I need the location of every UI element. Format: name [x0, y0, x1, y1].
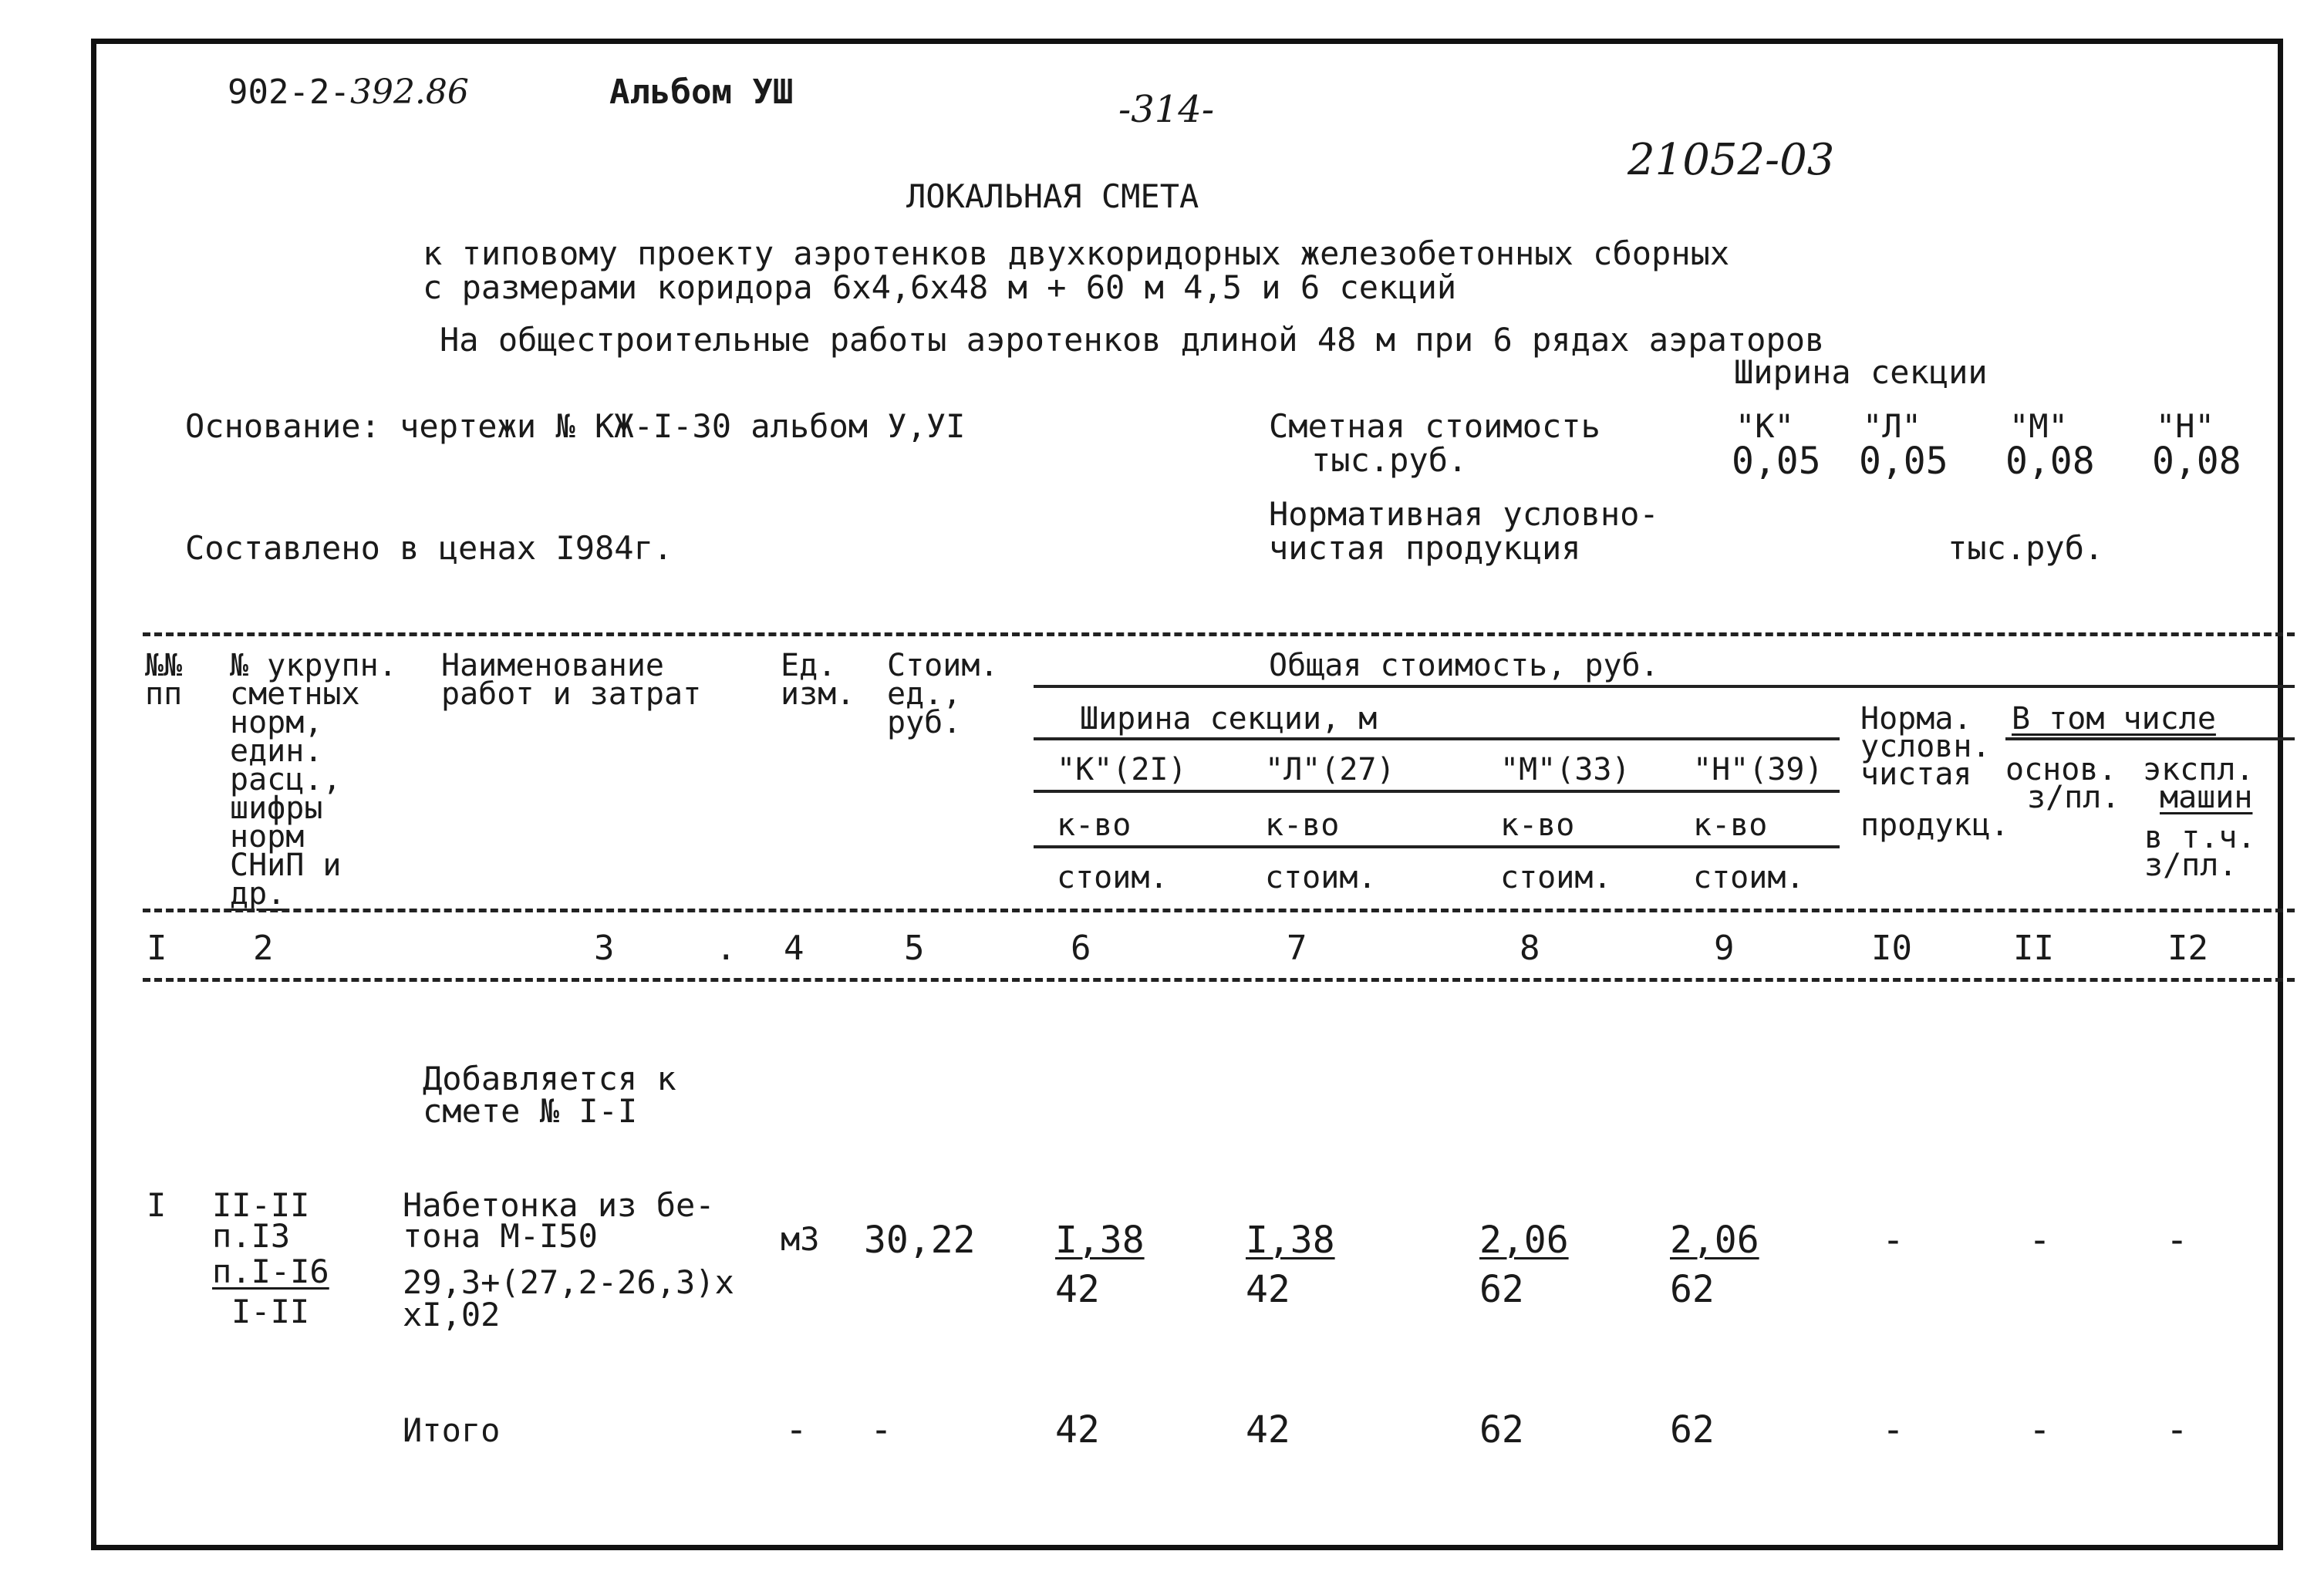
col-l-header: "Л"(27): [1265, 752, 1395, 787]
col10-line2: условн.: [1860, 729, 1991, 764]
col2-line1: № укрупн.: [230, 648, 397, 683]
total-n: 62: [1670, 1408, 1715, 1452]
colnum-6: 6: [1071, 929, 1091, 968]
col3-line1: Наименование: [441, 648, 664, 683]
col4-line2: изм.: [781, 676, 855, 712]
col-m-cost: стоим.: [1500, 860, 1612, 895]
col12-sub1: в т.ч.: [2144, 820, 2256, 855]
handwritten-code: 392.86: [349, 72, 469, 112]
colnum-3: 3: [594, 929, 615, 968]
colnum-8: 8: [1520, 929, 1540, 968]
title-line-3: На общестроительные работы аэротенков длиной 48 м при 6 рядах аэраторов: [440, 321, 1825, 359]
row-k-cost: 42: [1055, 1268, 1100, 1311]
album-label: Альбом УШ: [609, 72, 794, 112]
row-l-cost: 42: [1246, 1268, 1290, 1311]
norm-label-1: Нормативная условно-: [1269, 495, 1659, 533]
numbers-bottom-rule: [143, 978, 2295, 982]
colnum-2: 2: [253, 929, 274, 968]
total-cost-header: Общая стоимость, руб.: [1269, 648, 1659, 683]
colnum-1: I: [147, 929, 167, 968]
total-l: 42: [1246, 1408, 1290, 1452]
section-l-name: "Л": [1863, 407, 1921, 445]
row-name-1: Набетонка из бе-: [403, 1186, 715, 1224]
row-calc-2: хI,02: [403, 1296, 501, 1334]
col-l-cost: стоим.: [1265, 860, 1377, 895]
including-rule: [2005, 737, 2295, 740]
added-line-2: смете № I-I: [423, 1092, 638, 1130]
row-k-qty: I,38: [1055, 1219, 1145, 1262]
col12-sub2: з/пл.: [2144, 848, 2238, 883]
col1-line2: пп: [145, 676, 183, 712]
section-n-value: 0,08: [2152, 440, 2241, 483]
doc-title: ЛОКАЛЬНАЯ СМЕТА: [906, 177, 1199, 215]
row-m-cost: 62: [1479, 1268, 1524, 1311]
row-col11: -: [2029, 1219, 2051, 1262]
row-calc-1: 29,3+(27,2-26,3)х: [403, 1263, 734, 1301]
col10-line4: продукц.: [1860, 808, 2009, 843]
colnum-12: I2: [2167, 929, 2208, 968]
col-k-qty: к-во: [1057, 808, 1132, 843]
qty-rule: [1034, 845, 1840, 848]
prices-year: Составлено в ценах I984г.: [185, 529, 673, 567]
col2-line4: един.: [230, 733, 323, 769]
row-m-qty: 2,06: [1479, 1219, 1569, 1262]
section-width-header: Ширина секции, м: [1080, 701, 1378, 737]
norm-label-2: чистая продукция: [1269, 529, 1581, 567]
row-code-1: II-II: [212, 1186, 310, 1224]
colnum-11: II: [2013, 929, 2054, 968]
row-name-2: тона М-I50: [403, 1217, 598, 1255]
total-label: Итого: [403, 1411, 501, 1449]
basis: Основание: чертежи № КЖ-I-30 альбом У,УI: [185, 407, 966, 445]
col5-line2: ед.,: [887, 676, 962, 712]
col10-line3: чистая: [1860, 757, 1972, 792]
section-m-name: "М": [2009, 407, 2068, 445]
section-k-name: "К": [1735, 407, 1794, 445]
row-code-2: п.I3: [212, 1217, 291, 1255]
col2-line2: сметных: [230, 676, 360, 712]
col5-line1: Стоим.: [887, 648, 999, 683]
col2-line7: норм: [230, 819, 305, 855]
doc-number: 21052-03: [1627, 135, 1835, 185]
col10-line1: Норма.: [1860, 701, 1972, 737]
total-cost-rule: [1034, 685, 2295, 688]
title-line-2: с размерами коридора 6х4,6х48 м + 60 м 4,5 и 6 секций: [423, 268, 1457, 306]
title-line-1: к типовому проекту аэротенков двухкоридорных железобетонных сборных: [423, 234, 1730, 272]
total-k: 42: [1055, 1408, 1100, 1452]
col11-line2: з/пл.: [2027, 780, 2120, 815]
cost-label: Сметная стоимость: [1269, 407, 1600, 445]
col-m-header: "М"(33): [1500, 752, 1631, 787]
row-col10: -: [1882, 1219, 1904, 1262]
col-l-qty: к-во: [1265, 808, 1340, 843]
section-width-label: Ширина секции: [1734, 353, 1988, 391]
section-k-value: 0,05: [1732, 440, 1821, 483]
row-unit: м3: [781, 1220, 820, 1258]
section-names-rule: [1034, 790, 1840, 793]
col-k-header: "К"(2I): [1057, 752, 1187, 787]
col3-line2: работ и затрат: [441, 676, 702, 712]
col2-line6: шифры: [230, 791, 323, 826]
row-code-3: п.I-I6: [212, 1253, 329, 1290]
section-width-rule: [1034, 737, 1840, 740]
colnum-4: 4: [784, 929, 804, 968]
col2-line3: норм,: [230, 705, 323, 740]
row-price: 30,22: [864, 1219, 976, 1262]
cost-unit: тыс.руб.: [1311, 441, 1468, 479]
section-n-name: "Н": [2156, 407, 2214, 445]
page-number: -314-: [1118, 88, 1215, 131]
total-price: -: [870, 1408, 892, 1452]
total-col10: -: [1882, 1408, 1904, 1452]
colnum-5: 5: [904, 929, 925, 968]
col-n-cost: стоим.: [1693, 860, 1805, 895]
project-code: 902-2-392.86: [228, 72, 469, 112]
row-n-qty: 2,06: [1670, 1219, 1759, 1262]
col12-top: экспл.: [2143, 752, 2255, 787]
col2-line5: расц.,: [230, 762, 342, 797]
col-n-qty: к-во: [1693, 808, 1768, 843]
colnum-7: 7: [1287, 929, 1307, 968]
colnum-10: I0: [1871, 929, 1912, 968]
including-header: В том числе: [2012, 701, 2216, 737]
col-n-header: "Н"(39): [1693, 752, 1823, 787]
col-k-cost: стоим.: [1057, 860, 1169, 895]
row-col12: -: [2166, 1219, 2188, 1262]
row-number: I: [147, 1186, 167, 1224]
col2-line9: др.: [230, 876, 286, 912]
total-col11: -: [2029, 1408, 2051, 1452]
norm-unit: тыс.руб.: [1948, 529, 2104, 567]
col2-line8: СНиП и: [230, 848, 342, 883]
added-line-1: Добавляется к: [423, 1060, 676, 1098]
colnum-dot: .: [716, 929, 737, 968]
col5-line3: руб.: [887, 705, 962, 740]
col12-mid: машин: [2160, 780, 2253, 815]
total-unit: -: [785, 1408, 808, 1452]
col4-line1: Ед.: [781, 648, 837, 683]
row-n-cost: 62: [1670, 1268, 1715, 1311]
total-m: 62: [1479, 1408, 1524, 1452]
col11-line1: основ.: [2005, 752, 2117, 787]
col1-line1: №№: [145, 648, 183, 683]
row-code-4: I-II: [231, 1293, 310, 1330]
section-l-value: 0,05: [1859, 440, 1948, 483]
row-l-qty: I,38: [1246, 1219, 1335, 1262]
total-col12: -: [2166, 1408, 2188, 1452]
header-bottom-rule: [143, 909, 2295, 912]
col-m-qty: к-во: [1500, 808, 1575, 843]
colnum-9: 9: [1714, 929, 1735, 968]
section-m-value: 0,08: [2005, 440, 2095, 483]
header-top-rule: [143, 632, 2295, 636]
